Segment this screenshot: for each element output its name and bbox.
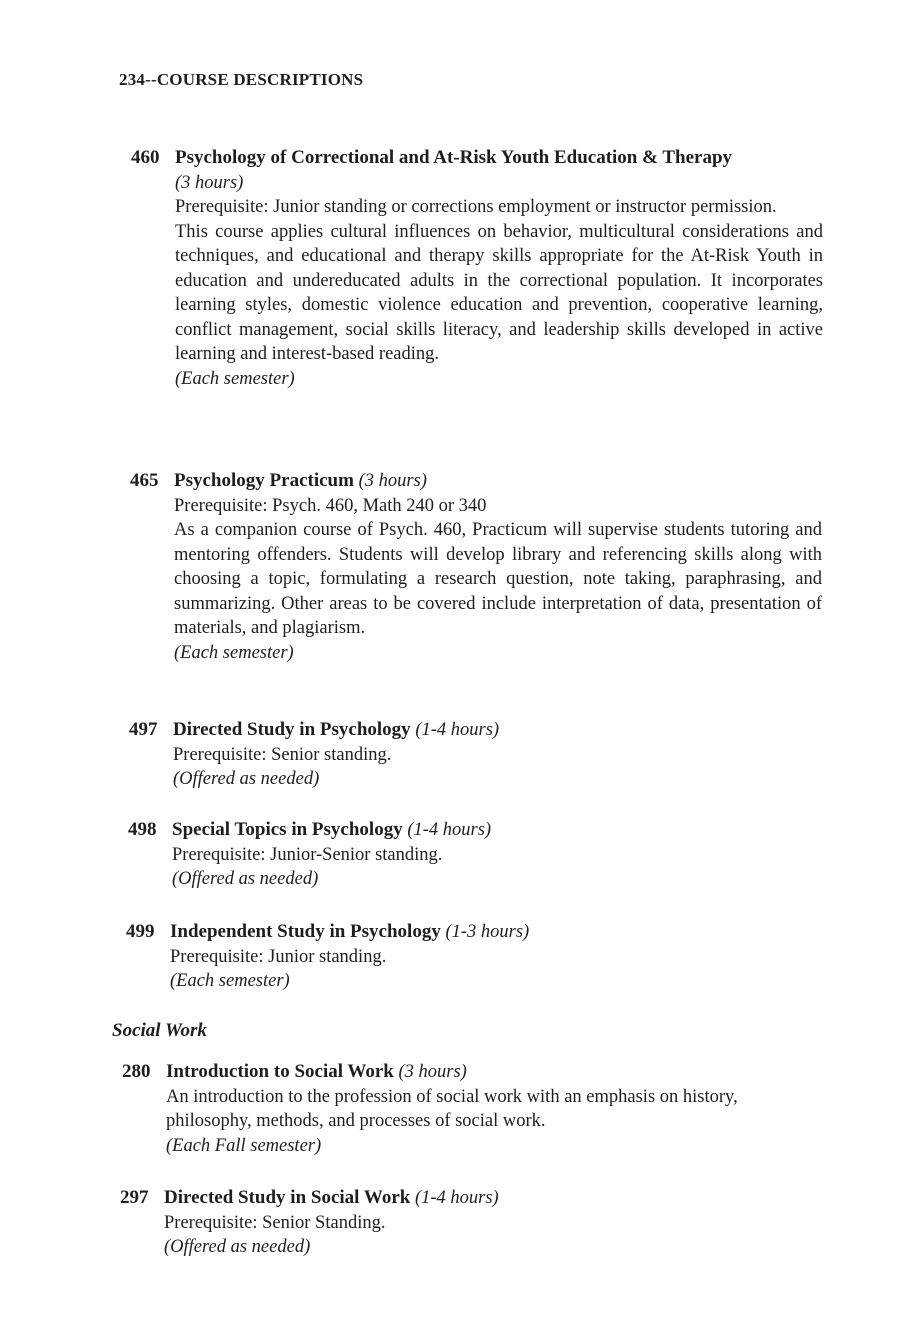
course-description: An introduction to the profession of social work with an emphasis on history, philosophy, methods, and processes of social work.: [166, 1086, 738, 1131]
course-title: Independent Study in Psychology: [170, 921, 441, 942]
course-number: 460: [131, 147, 160, 168]
course-title: Introduction to Social Work: [166, 1061, 394, 1082]
course-prerequisite: Prerequisite: Junior standing.: [170, 946, 387, 967]
course-number: 498: [128, 819, 157, 840]
course-offered: (Offered as needed): [164, 1237, 311, 1257]
course-hours: (3 hours): [398, 1062, 467, 1082]
course-prerequisite: Prerequisite: Senior standing.: [173, 744, 392, 765]
course-hours: (1-4 hours): [415, 720, 500, 740]
course-280: [114, 1060, 814, 1158]
course-hours: (3 hours): [358, 471, 427, 491]
course-description: This course applies cultural influences on behavior, multicultural considerations and techniques, and educational and therapy skills appropriate for the At-Risk Youth in education and undereducated adults in the correctional population. It incorporates learning styles, domestic violence education and prevention, cooperative learning, conflict management, social skills literacy, and leadership skills developed in active learning and interest-based reading.: [175, 221, 823, 364]
course-title: Directed Study in Social Work: [164, 1187, 411, 1208]
course-465: [122, 469, 822, 665]
course-offered: (Offered as needed): [173, 769, 320, 789]
course-prerequisite: Prerequisite: Junior-Senior standing.: [172, 844, 443, 865]
course-prerequisite: Prerequisite: Junior standing or corrections employment or instructor permission.: [175, 197, 777, 217]
course-offered: (Offered as needed): [172, 869, 319, 889]
course-497: [121, 718, 821, 792]
course-title: Psychology of Correctional and At-Risk Youth Education & Therapy: [175, 147, 733, 168]
course-offered: (Each semester): [174, 642, 294, 663]
course-prerequisite: Prerequisite: Senior Standing.: [164, 1212, 386, 1233]
course-hours: (1-3 hours): [445, 922, 530, 942]
section-heading-social-work: Social Work: [112, 1020, 207, 1041]
page-header: 234--COURSE DESCRIPTIONS: [119, 70, 364, 89]
course-title: Psychology Practicum: [174, 470, 354, 491]
course-499: [118, 920, 818, 994]
course-title: Special Topics in Psychology: [172, 819, 403, 840]
course-number: 465: [130, 470, 159, 491]
course-description: As a companion course of Psych. 460, Practicum will supervise students tutoring and mentoring offenders. Students will develop library and referencing skills along with choosing a topic, formulating a research question, note taking, paraphrasing, and summarizing. Other areas to be covered include interpretation of data, presentation of materials, and plagiarism.: [174, 520, 822, 638]
course-number: 297: [120, 1187, 149, 1208]
course-460: [123, 146, 823, 391]
course-number: 497: [129, 719, 158, 740]
course-number: 499: [126, 921, 155, 942]
course-offered: (Each semester): [170, 971, 290, 991]
course-hours: (1-4 hours): [407, 820, 492, 840]
course-297: [112, 1186, 812, 1260]
course-offered: (Each Fall semester): [166, 1135, 322, 1156]
course-title: Directed Study in Psychology: [173, 719, 411, 740]
course-498: [120, 818, 820, 892]
course-number: 280: [122, 1061, 151, 1082]
course-hours: (3 hours): [175, 172, 244, 193]
course-hours: (1-4 hours): [414, 1188, 499, 1208]
course-prerequisite: Prerequisite: Psych. 460, Math 240 or 340: [174, 495, 487, 516]
course-offered: (Each semester): [175, 368, 295, 389]
